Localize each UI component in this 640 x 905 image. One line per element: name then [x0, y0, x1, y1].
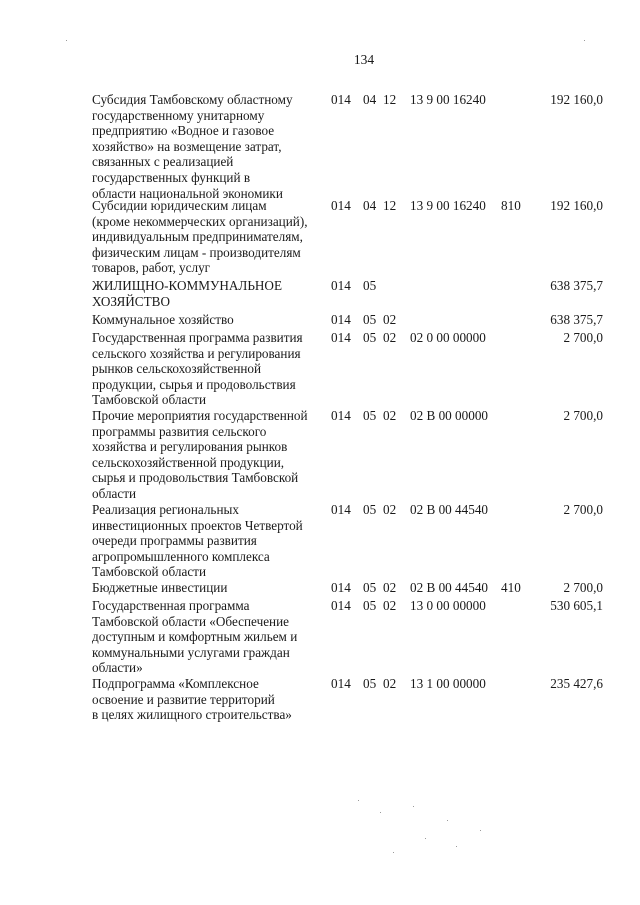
row-description: Субсидия Тамбовскому областному государственному унитарному предприятию «Водное и газовое хозяйство» на возмещение затрат, связанных с реализацией государственных функций в области национальной экономики: [92, 92, 293, 201]
section-code: 05: [363, 312, 377, 327]
scan-speck: [456, 846, 457, 847]
section-code: 05: [363, 278, 377, 293]
amount: 2 700,0: [563, 330, 603, 345]
amount: 192 160,0: [550, 198, 603, 213]
scan-speck: [380, 812, 381, 813]
amount: 638 375,7: [550, 278, 603, 293]
section-code: 05: [363, 330, 377, 345]
amount: 530 605,1: [550, 598, 603, 613]
scan-speck: [358, 800, 359, 801]
ministry-code: 014: [331, 676, 351, 691]
subsection-code: 02: [383, 330, 397, 345]
target-article-code: 02 В 00 00000: [410, 408, 489, 423]
ministry-code: 014: [331, 198, 351, 213]
target-article-code: 02 0 00 00000: [410, 330, 486, 345]
ministry-code: 014: [331, 312, 351, 327]
section-code: 04: [363, 198, 377, 213]
target-article-code: 13 9 00 16240: [410, 198, 486, 213]
expense-type-code: 410: [501, 580, 521, 595]
row-description: Бюджетные инвестиции: [92, 580, 228, 595]
amount: 2 700,0: [563, 502, 603, 517]
subsection-code: 12: [383, 92, 397, 107]
expense-type-code: 810: [501, 198, 521, 213]
target-article-code: 13 0 00 00000: [410, 598, 486, 613]
ministry-code: 014: [331, 92, 351, 107]
target-article-code: 13 1 00 00000: [410, 676, 486, 691]
amount: 2 700,0: [563, 580, 603, 595]
row-description: ЖИЛИЩНО-КОММУНАЛЬНОЕ ХОЗЯЙСТВО: [92, 278, 282, 309]
subsection-code: 02: [383, 312, 397, 327]
subsection-code: 02: [383, 408, 397, 423]
subsection-code: 02: [383, 580, 397, 595]
subsection-code: 12: [383, 198, 397, 213]
scan-speck: [584, 40, 585, 41]
ministry-code: 014: [331, 580, 351, 595]
row-description: Реализация региональных инвестиционных проектов Четвертой очереди программы развития агропромышленного комплекса Тамбовской области: [92, 502, 303, 580]
page-number: 134: [353, 52, 375, 67]
amount: 2 700,0: [563, 408, 603, 423]
scan-speck: [393, 852, 394, 853]
ministry-code: 014: [331, 278, 351, 293]
subsection-code: 02: [383, 598, 397, 613]
ministry-code: 014: [331, 330, 351, 345]
row-description: Государственная программа Тамбовской области «Обеспечение доступным и комфортным жильем и коммунальными услугами граждан области»: [92, 598, 298, 676]
subsection-code: 02: [383, 676, 397, 691]
section-code: 04: [363, 92, 377, 107]
amount: 235 427,6: [550, 676, 603, 691]
target-article-code: 02 В 00 44540: [410, 580, 489, 595]
row-description: Прочие мероприятия государственной программы развития сельского хозяйства и регулирования рынков сельскохозяйственной продукции, сырья и продовольствия Тамбовской области: [92, 408, 308, 501]
scan-speck: [447, 820, 448, 821]
section-code: 05: [363, 676, 377, 691]
ministry-code: 014: [331, 598, 351, 613]
ministry-code: 014: [331, 502, 351, 517]
target-article-code: 02 В 00 44540: [410, 502, 489, 517]
scan-speck: [425, 838, 426, 839]
scan-speck: [480, 830, 481, 831]
scan-speck: [66, 40, 67, 41]
section-code: 05: [363, 580, 377, 595]
section-code: 05: [363, 408, 377, 423]
row-description: Субсидии юридическим лицам (кроме некоммерческих организаций), индивидуальным предпринимателям, физическим лицам - производителям товаров, работ, услуг: [92, 198, 308, 276]
subsection-code: 02: [383, 502, 397, 517]
scan-speck: [413, 806, 414, 807]
amount: 638 375,7: [550, 312, 603, 327]
row-description: Коммунальное хозяйство: [92, 312, 234, 327]
ministry-code: 014: [331, 408, 351, 423]
row-description: Государственная программа развития сельского хозяйства и регулирования рынков сельскохозяйственной продукции, сырья и продовольствия Тамбовской области: [92, 330, 303, 408]
amount: 192 160,0: [550, 92, 603, 107]
section-code: 05: [363, 598, 377, 613]
section-code: 05: [363, 502, 377, 517]
row-description: Подпрограмма «Комплексное освоение и развитие территорий в целях жилищного строительства»: [92, 676, 292, 723]
target-article-code: 13 9 00 16240: [410, 92, 486, 107]
